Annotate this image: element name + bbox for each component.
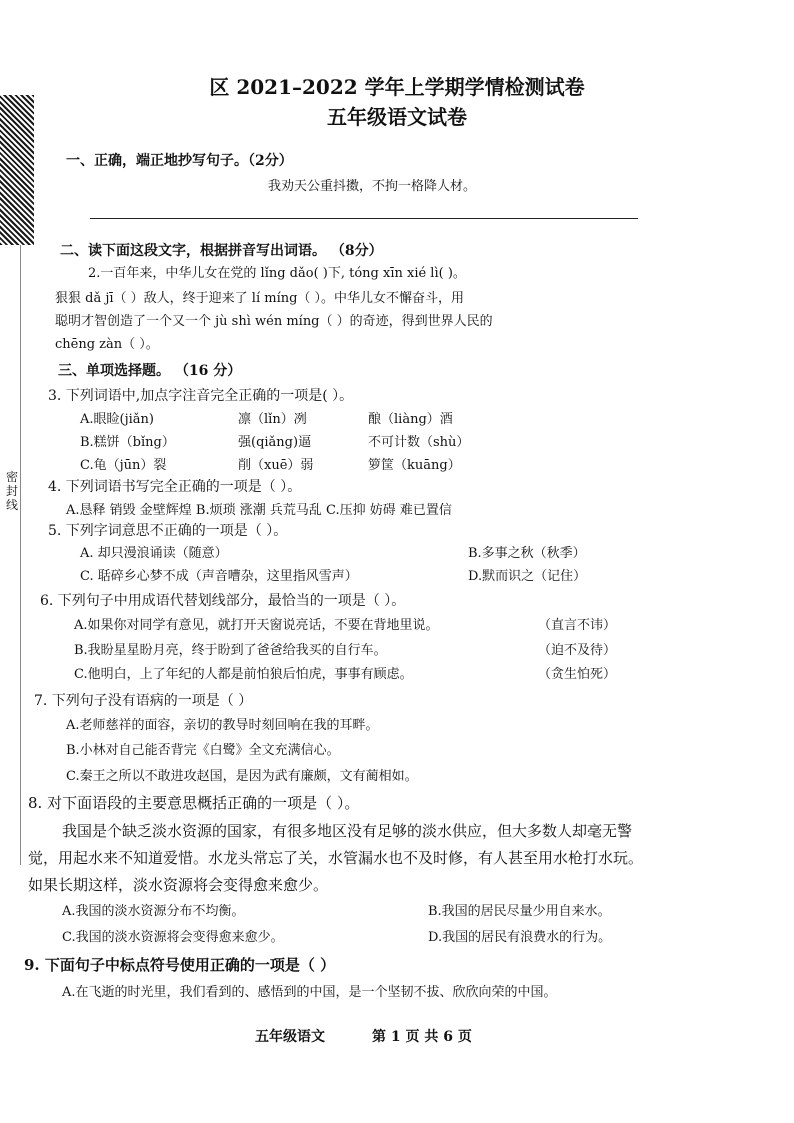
- q3-option: 酿（liàng）酒: [368, 412, 453, 427]
- q3-option: 强(qiǎng)逼: [238, 435, 312, 450]
- q5-stem: 5. 下列字词意思不正确的一项是（ ）。: [48, 523, 288, 539]
- q3-option: C.龟（jūn）裂: [80, 458, 167, 473]
- q6-option-b: B.我盼星星盼月亮，终于盼到了爸爸给我买的自行车。: [74, 643, 387, 658]
- q8-passage-line: 如果长期这样，淡水资源将会变得愈来愈少。: [28, 876, 329, 894]
- q4-options: A.恳释 销毁 金壁辉煌 B.烦琐 涨潮 兵荒马乱 C.压抑 妨碍 难已置信: [66, 503, 452, 518]
- q8-option-d: D.我国的居民有浪费水的行为。: [428, 930, 612, 945]
- q7-option-a: A.老师慈祥的面容，亲切的教导时刻回响在我的耳畔。: [66, 718, 379, 733]
- q3-option: A.眼睑(jiǎn): [80, 412, 154, 427]
- q3-option: 不可计数（shù）: [368, 435, 470, 450]
- section2-line: 狠狠 dǎ jī（ ）敌人，终于迎来了 lí míng（ ）。中华儿女不懈奋斗，用: [55, 291, 465, 306]
- q6-option-b-answer: （迫不及待）: [538, 643, 617, 658]
- q5-option-a: A. 却只漫浪诵读（随意）: [80, 546, 228, 561]
- q8-option-b: B.我国的居民尽量少用自来水。: [428, 904, 611, 919]
- q6-stem: 6. 下列句子中用成语代替划线部分，最恰当的一项是（ ）。: [40, 593, 406, 609]
- q4-stem: 4. 下列词语书写完全正确的一项是（ ）。: [48, 479, 302, 495]
- q8-option-a: A.我国的淡水资源分布不均衡。: [62, 904, 245, 919]
- q5-option-d: D.默而识之（记住）: [468, 569, 587, 584]
- footer-subject: 五年级语文: [255, 1029, 325, 1045]
- q7-stem: 7. 下列句子没有语病的一项是（ ）: [34, 693, 253, 709]
- q3-option: 箩筐（kuāng）: [368, 458, 461, 473]
- section1-sentence: 我劝天公重抖擞，不拘一格降人材。: [268, 179, 477, 194]
- q3-stem: 3. 下列词语中,加点字注音完全正确的一项是( ）。: [48, 388, 354, 404]
- q7-option-c: C.秦王之所以不敢进攻赵国，是因为武有廉颇，文有蔺相如。: [66, 769, 418, 784]
- q8-stem: 8. 对下面语段的主要意思概括正确的一项是（ ）。: [28, 794, 360, 812]
- q3-option: 削（xuē）弱: [238, 458, 314, 473]
- q9-option-a: A.在飞逝的时光里，我们看到的、感悟到的中国，是一个坚韧不拔、欣欣向荣的中国。: [62, 985, 557, 1000]
- section2-line: 聪明才智创造了一个又一个 jù shì wén míng（ ）的奇迹，得到世界人民的: [55, 314, 493, 329]
- q7-option-b: B.小林对自己能否背完《白鹭》全文充满信心。: [66, 743, 340, 758]
- q9-stem: 9. 下面句子中标点符号使用正确的一项是（ ）: [24, 956, 336, 974]
- q6-option-c-answer: （贪生怕死）: [538, 667, 617, 682]
- exam-title: 区 2021–2022 学年上学期学情检测试卷: [209, 75, 585, 99]
- section1-heading: 一、正确，端正地抄写句子。（2分）: [66, 153, 293, 169]
- q5-option-b: B.多事之秋（秋季）: [468, 546, 586, 561]
- q3-option: B.糕饼（bǐng）: [80, 435, 175, 450]
- q6-option-a-answer: （直言不讳）: [538, 618, 617, 633]
- q8-passage-line: 我国是个缺乏淡水资源的国家，有很多地区没有足够的淡水供应，但大多数人却毫无警: [62, 822, 633, 840]
- section2-line: chēng zàn（ ）。: [55, 337, 159, 352]
- q6-option-a: A.如果你对同学有意见，就打开天窗说亮话，不要在背地里说。: [74, 618, 439, 633]
- copy-writing-line[interactable]: [90, 218, 638, 219]
- section2-line: 2.一百年来，中华儿女在党的 lǐng dǎo( )下, tóng xīn xié lì( )。: [88, 266, 466, 281]
- q8-passage-line: 觉，用起水来不知道爱惜。水龙头常忘了关，水管漏水也不及时修，有人甚至用水枪打水玩。: [28, 849, 644, 867]
- section2-heading: 二、读下面这段文字，根据拼音写出词语。 （8分）: [60, 243, 383, 259]
- section3-heading: 三、单项选择题。 （16 分）: [58, 363, 242, 379]
- exam-subtitle: 五年级语文试卷: [327, 105, 467, 129]
- binding-edge-line: [20, 245, 21, 865]
- q5-option-c: C. 聒碎乡心梦不成（声音嘈杂，这里指风雪声）: [80, 569, 358, 584]
- footer-page-number: 第 1 页 共 6 页: [372, 1029, 472, 1045]
- q8-option-c: C.我国的淡水资源将会变得愈来愈少。: [62, 930, 284, 945]
- binding-edge-label: 密 封 线: [6, 470, 19, 512]
- q3-option: 凛（lǐn）冽: [238, 412, 307, 427]
- q6-option-c: C.他明白，上了年纪的人都是前怕狼后怕虎，事事有顾虑。: [74, 667, 413, 682]
